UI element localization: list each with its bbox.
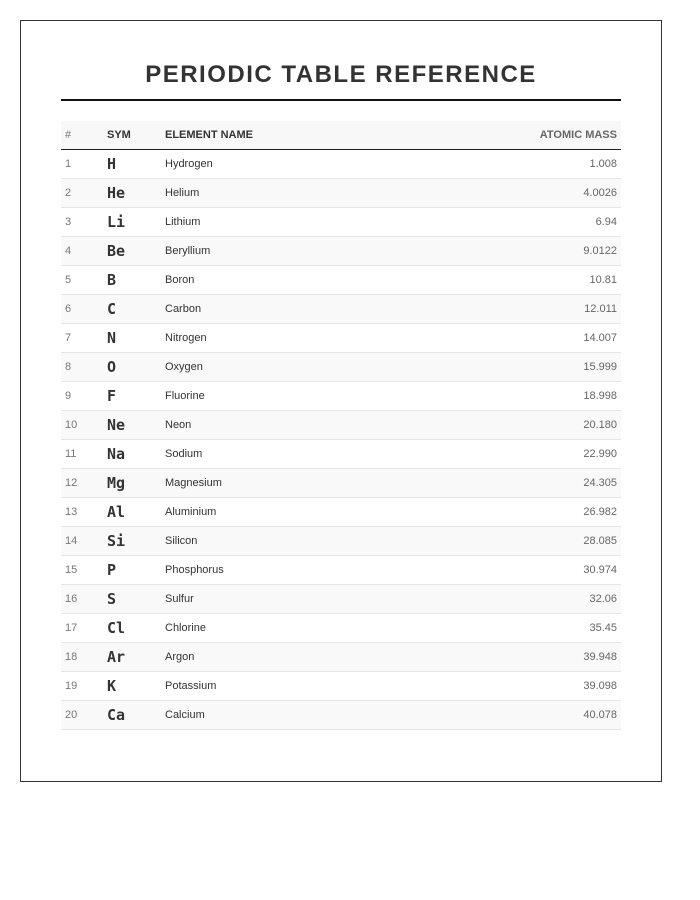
atomic-number-cell: 3 bbox=[61, 208, 107, 237]
table-row bbox=[61, 585, 621, 614]
symbol-cell: F bbox=[107, 382, 165, 411]
atomic-number-cell: 7 bbox=[61, 324, 107, 353]
element-name-cell: Boron bbox=[165, 266, 402, 295]
header-atomic-mass: ATOMIC MASS bbox=[402, 121, 621, 150]
reference-card bbox=[20, 20, 662, 782]
element-name-cell: Nitrogen bbox=[165, 324, 402, 353]
symbol-cell: H bbox=[107, 150, 165, 179]
table-row bbox=[61, 295, 621, 324]
atomic-mass-cell: 12.011 bbox=[402, 295, 621, 324]
atomic-number-cell: 20 bbox=[61, 701, 107, 730]
element-name-cell: Sodium bbox=[165, 440, 402, 469]
element-name-cell: Chlorine bbox=[165, 614, 402, 643]
table-row bbox=[61, 208, 621, 237]
element-name-cell: Neon bbox=[165, 411, 402, 440]
atomic-mass-cell: 9.0122 bbox=[402, 237, 621, 266]
atomic-number-cell: 5 bbox=[61, 266, 107, 295]
table-row bbox=[61, 382, 621, 411]
atomic-mass-cell: 26.982 bbox=[402, 498, 621, 527]
table-row bbox=[61, 556, 621, 585]
element-name-cell: Silicon bbox=[165, 527, 402, 556]
table-row bbox=[61, 527, 621, 556]
element-name-cell: Oxygen bbox=[165, 353, 402, 382]
symbol-cell: Mg bbox=[107, 469, 165, 498]
symbol-cell: K bbox=[107, 672, 165, 701]
page-title: PERIODIC TABLE REFERENCE bbox=[145, 61, 537, 88]
element-name-cell: Calcium bbox=[165, 701, 402, 730]
atomic-number-cell: 13 bbox=[61, 498, 107, 527]
atomic-mass-cell: 18.998 bbox=[402, 382, 621, 411]
table-row bbox=[61, 701, 621, 730]
table-row bbox=[61, 266, 621, 295]
atomic-mass-cell: 20.180 bbox=[402, 411, 621, 440]
symbol-cell: Al bbox=[107, 498, 165, 527]
atomic-number-cell: 8 bbox=[61, 353, 107, 382]
table-body bbox=[61, 150, 621, 730]
table-row bbox=[61, 353, 621, 382]
atomic-number-cell: 14 bbox=[61, 527, 107, 556]
symbol-cell: S bbox=[107, 585, 165, 614]
symbol-cell: C bbox=[107, 295, 165, 324]
table-row bbox=[61, 643, 621, 672]
atomic-number-cell: 10 bbox=[61, 411, 107, 440]
element-name-cell: Phosphorus bbox=[165, 556, 402, 585]
atomic-mass-cell: 39.098 bbox=[402, 672, 621, 701]
symbol-cell: Si bbox=[107, 527, 165, 556]
element-name-cell: Argon bbox=[165, 643, 402, 672]
atomic-mass-cell: 39.948 bbox=[402, 643, 621, 672]
atomic-mass-cell: 40.078 bbox=[402, 701, 621, 730]
atomic-mass-cell: 35.45 bbox=[402, 614, 621, 643]
header-element-name: ELEMENT NAME bbox=[165, 121, 402, 150]
atomic-number-cell: 6 bbox=[61, 295, 107, 324]
atomic-number-cell: 17 bbox=[61, 614, 107, 643]
table-row bbox=[61, 469, 621, 498]
element-name-cell: Fluorine bbox=[165, 382, 402, 411]
table-row bbox=[61, 614, 621, 643]
symbol-cell: Be bbox=[107, 237, 165, 266]
atomic-mass-cell: 14.007 bbox=[402, 324, 621, 353]
table-header-row bbox=[61, 121, 621, 150]
atomic-mass-cell: 1.008 bbox=[402, 150, 621, 179]
atomic-number-cell: 9 bbox=[61, 382, 107, 411]
symbol-cell: N bbox=[107, 324, 165, 353]
atomic-mass-cell: 4.0026 bbox=[402, 179, 621, 208]
title-divider bbox=[61, 99, 621, 101]
element-name-cell: Sulfur bbox=[165, 585, 402, 614]
element-name-cell: Helium bbox=[165, 179, 402, 208]
table-row bbox=[61, 498, 621, 527]
atomic-mass-cell: 10.81 bbox=[402, 266, 621, 295]
table-row bbox=[61, 324, 621, 353]
element-name-cell: Hydrogen bbox=[165, 150, 402, 179]
symbol-cell: Li bbox=[107, 208, 165, 237]
atomic-number-cell: 12 bbox=[61, 469, 107, 498]
atomic-number-cell: 11 bbox=[61, 440, 107, 469]
atomic-mass-cell: 32.06 bbox=[402, 585, 621, 614]
element-name-cell: Aluminium bbox=[165, 498, 402, 527]
atomic-number-cell: 18 bbox=[61, 643, 107, 672]
table-row bbox=[61, 150, 621, 179]
element-name-cell: Magnesium bbox=[165, 469, 402, 498]
atomic-number-cell: 4 bbox=[61, 237, 107, 266]
atomic-mass-cell: 30.974 bbox=[402, 556, 621, 585]
symbol-cell: Na bbox=[107, 440, 165, 469]
symbol-cell: O bbox=[107, 353, 165, 382]
atomic-mass-cell: 15.999 bbox=[402, 353, 621, 382]
element-name-cell: Carbon bbox=[165, 295, 402, 324]
atomic-mass-cell: 24.305 bbox=[402, 469, 621, 498]
atomic-number-cell: 16 bbox=[61, 585, 107, 614]
symbol-cell: Ne bbox=[107, 411, 165, 440]
symbol-cell: P bbox=[107, 556, 165, 585]
atomic-mass-cell: 22.990 bbox=[402, 440, 621, 469]
atomic-mass-cell: 28.085 bbox=[402, 527, 621, 556]
atomic-number-cell: 1 bbox=[61, 150, 107, 179]
table-row bbox=[61, 672, 621, 701]
header-number: # bbox=[61, 121, 107, 150]
element-name-cell: Beryllium bbox=[165, 237, 402, 266]
table-row bbox=[61, 411, 621, 440]
table-row bbox=[61, 440, 621, 469]
header-symbol: SYM bbox=[107, 121, 165, 150]
symbol-cell: Cl bbox=[107, 614, 165, 643]
symbol-cell: Ca bbox=[107, 701, 165, 730]
atomic-mass-cell: 6.94 bbox=[402, 208, 621, 237]
symbol-cell: He bbox=[107, 179, 165, 208]
table-row bbox=[61, 179, 621, 208]
elements-table bbox=[61, 121, 621, 730]
symbol-cell: Ar bbox=[107, 643, 165, 672]
atomic-number-cell: 19 bbox=[61, 672, 107, 701]
element-name-cell: Lithium bbox=[165, 208, 402, 237]
atomic-number-cell: 15 bbox=[61, 556, 107, 585]
element-name-cell: Potassium bbox=[165, 672, 402, 701]
table-row bbox=[61, 237, 621, 266]
symbol-cell: B bbox=[107, 266, 165, 295]
atomic-number-cell: 2 bbox=[61, 179, 107, 208]
